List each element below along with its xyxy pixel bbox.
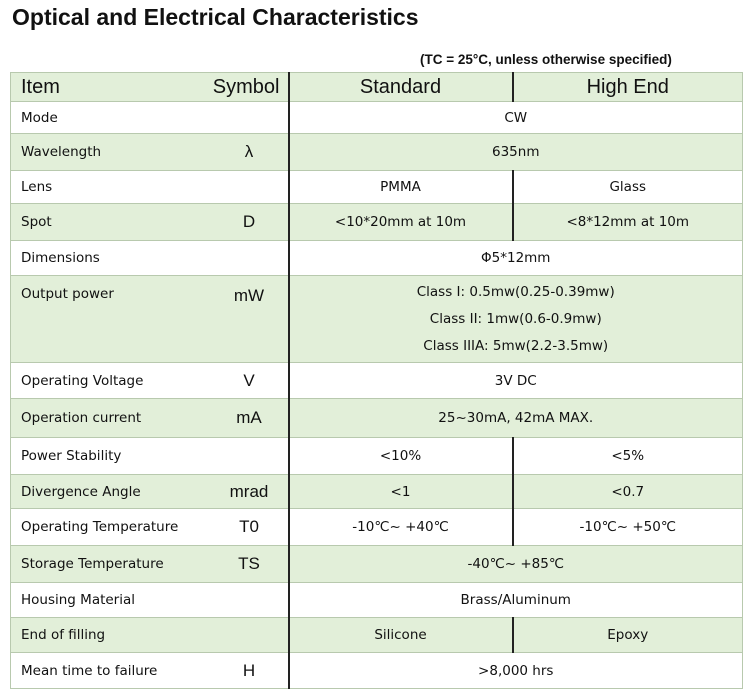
row-item: Output power bbox=[11, 276, 211, 363]
row-symbol: mW bbox=[211, 276, 289, 363]
page-title: Optical and Electrical Characteristics bbox=[12, 4, 419, 30]
row-item: Mean time to failure bbox=[11, 653, 211, 689]
table-row bbox=[11, 363, 743, 399]
row-value: 3V DC bbox=[289, 363, 743, 399]
header-item: Item bbox=[11, 73, 211, 102]
output-power-line: Class I: 0.5mw(0.25-0.39mw) bbox=[416, 283, 615, 300]
row-item: Spot bbox=[11, 204, 211, 241]
table-row bbox=[11, 241, 743, 276]
row-high-end: <8*12mm at 10m bbox=[513, 204, 743, 241]
row-symbol bbox=[211, 241, 289, 276]
row-standard: PMMA bbox=[289, 171, 513, 204]
row-item: Operating Voltage bbox=[11, 363, 211, 399]
row-standard: <1 bbox=[289, 475, 513, 509]
row-value: 635nm bbox=[289, 134, 743, 171]
row-item: End of filling bbox=[11, 618, 211, 653]
output-power-line: Class II: 1mw(0.6-0.9mw) bbox=[429, 310, 602, 327]
row-item: Storage Temperature bbox=[11, 546, 211, 583]
table-row bbox=[11, 653, 743, 689]
row-symbol bbox=[211, 583, 289, 618]
row-value: 25~30mA, 42mA MAX. bbox=[289, 399, 743, 438]
row-value: Φ5*12mm bbox=[289, 241, 743, 276]
row-symbol: λ bbox=[211, 134, 289, 171]
table-row bbox=[11, 204, 743, 241]
output-power-line: Class IIIA: 5mw(2.2-3.5mw) bbox=[423, 337, 609, 354]
header-standard: Standard bbox=[289, 73, 513, 102]
row-high-end: <0.7 bbox=[513, 475, 743, 509]
row-standard: <10% bbox=[289, 438, 513, 475]
row-high-end: Glass bbox=[513, 171, 743, 204]
row-symbol: H bbox=[211, 653, 289, 689]
test-condition-note: (TC = 25°C, unless otherwise specified) bbox=[420, 52, 672, 67]
row-value bbox=[289, 276, 743, 363]
row-item: Dimensions bbox=[11, 241, 211, 276]
row-symbol: TS bbox=[211, 546, 289, 583]
characteristics-table bbox=[10, 72, 743, 689]
row-symbol: D bbox=[211, 204, 289, 241]
row-item: Housing Material bbox=[11, 583, 211, 618]
table-row bbox=[11, 134, 743, 171]
table-header bbox=[11, 73, 743, 102]
row-symbol bbox=[211, 438, 289, 475]
table-row bbox=[11, 583, 743, 618]
row-standard: Silicone bbox=[289, 618, 513, 653]
header-symbol: Symbol bbox=[211, 73, 289, 102]
table-row bbox=[11, 475, 743, 509]
row-item: Lens bbox=[11, 171, 211, 204]
row-symbol bbox=[211, 618, 289, 653]
row-value: CW bbox=[289, 102, 743, 134]
row-symbol: mrad bbox=[211, 475, 289, 509]
header-high-end: High End bbox=[513, 73, 743, 102]
table-row bbox=[11, 546, 743, 583]
row-item: Mode bbox=[11, 102, 211, 134]
row-value: Brass/Aluminum bbox=[289, 583, 743, 618]
row-symbol: V bbox=[211, 363, 289, 399]
row-symbol: T0 bbox=[211, 509, 289, 546]
row-item: Operation current bbox=[11, 399, 211, 438]
row-item: Divergence Angle bbox=[11, 475, 211, 509]
row-standard: -10℃~ +40℃ bbox=[289, 509, 513, 546]
row-symbol: mA bbox=[211, 399, 289, 438]
table-row bbox=[11, 618, 743, 653]
table-row bbox=[11, 102, 743, 134]
row-symbol bbox=[211, 102, 289, 134]
row-item: Operating Temperature bbox=[11, 509, 211, 546]
row-item: Wavelength bbox=[11, 134, 211, 171]
table-row bbox=[11, 438, 743, 475]
row-high-end: Epoxy bbox=[513, 618, 743, 653]
table-row bbox=[11, 171, 743, 204]
row-value: -40℃~ +85℃ bbox=[289, 546, 743, 583]
row-high-end: -10℃~ +50℃ bbox=[513, 509, 743, 546]
row-item: Power Stability bbox=[11, 438, 211, 475]
table-row bbox=[11, 399, 743, 438]
table-row bbox=[11, 276, 743, 363]
row-standard: <10*20mm at 10m bbox=[289, 204, 513, 241]
row-symbol bbox=[211, 171, 289, 204]
row-high-end: <5% bbox=[513, 438, 743, 475]
table-row bbox=[11, 509, 743, 546]
row-value: >8,000 hrs bbox=[289, 653, 743, 689]
